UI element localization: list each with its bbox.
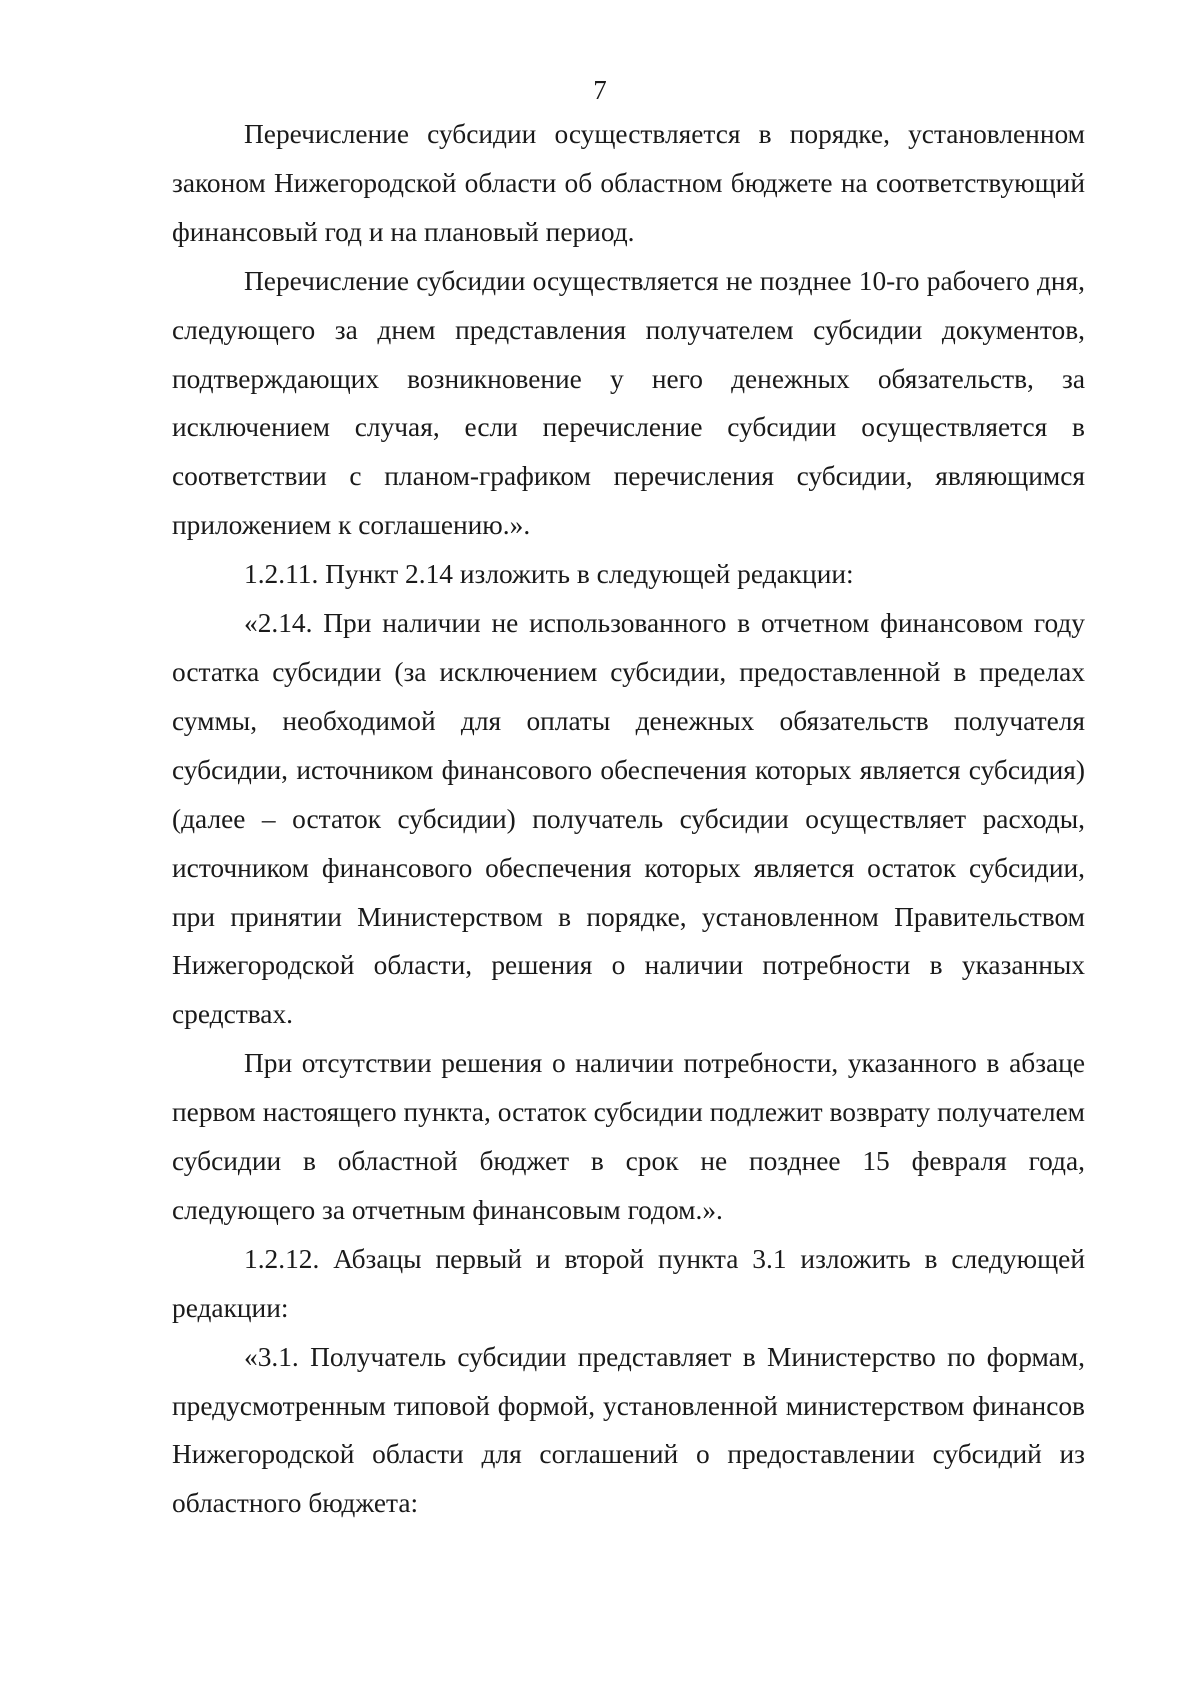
paragraph-subsidy-return: При отсутствии решения о наличии потребности, указанного в абзаце первом настоящего пункта, остаток субсидии подлежит возврату получателем субсидии в областной бюджет в срок не позднее 15 февраля года, следующего за отчетным финансовым годом.». bbox=[172, 1048, 1085, 1225]
document-body bbox=[172, 110, 1085, 1528]
paragraph-transfer-procedure: Перечисление субсидии осуществляется в порядке, установленном законом Нижегородской области об областном бюджете на соответствующий финансовый год и на плановый период. bbox=[172, 119, 1085, 247]
paragraph-item-1-2-11: 1.2.11. Пункт 2.14 изложить в следующей редакции: bbox=[244, 559, 854, 590]
paragraph-clause-3-1: «3.1. Получатель субсидии представляет в Министерство по формам, предусмотренным типовой формой, установленной министерством финансов Нижегородской области для соглашений о предоставлении субсидий из областного бюджета: bbox=[172, 1341, 1085, 1519]
paragraph-item-1-2-12: 1.2.12. Абзацы первый и второй пункта 3.1 изложить в следующей редакции: bbox=[172, 1243, 1085, 1323]
paragraph-clause-2-14: «2.14. При наличии не использованного в отчетном финансовом году остатка субсидии (за исключением субсидии, предоставленной в пределах суммы, необходимой для оплаты денежных обязательств получателя субсидии, источником финансового обеспечения которых является субсидия) (далее – остаток субсидии) получатель субсидии осуществляет расходы, источником финансового обеспечения которых является остаток субсидии, при принятии Министерством в порядке, установленном Правительством Нижегородской области, решения о наличии потребности в указанных средствах. bbox=[172, 608, 1085, 1030]
page-number: 7 bbox=[593, 75, 607, 105]
paragraph-transfer-deadline: Перечисление субсидии осуществляется не позднее 10-го рабочего дня, следующего за днем представления получателем субсидии документов, подтверждающих возникновение у него денежных обязательств, за исключением случая, если перечисление субсидии осуществляется в соответствии с планом-графиком перечисления субсидии, являющимся приложением к соглашению.». bbox=[172, 265, 1085, 541]
